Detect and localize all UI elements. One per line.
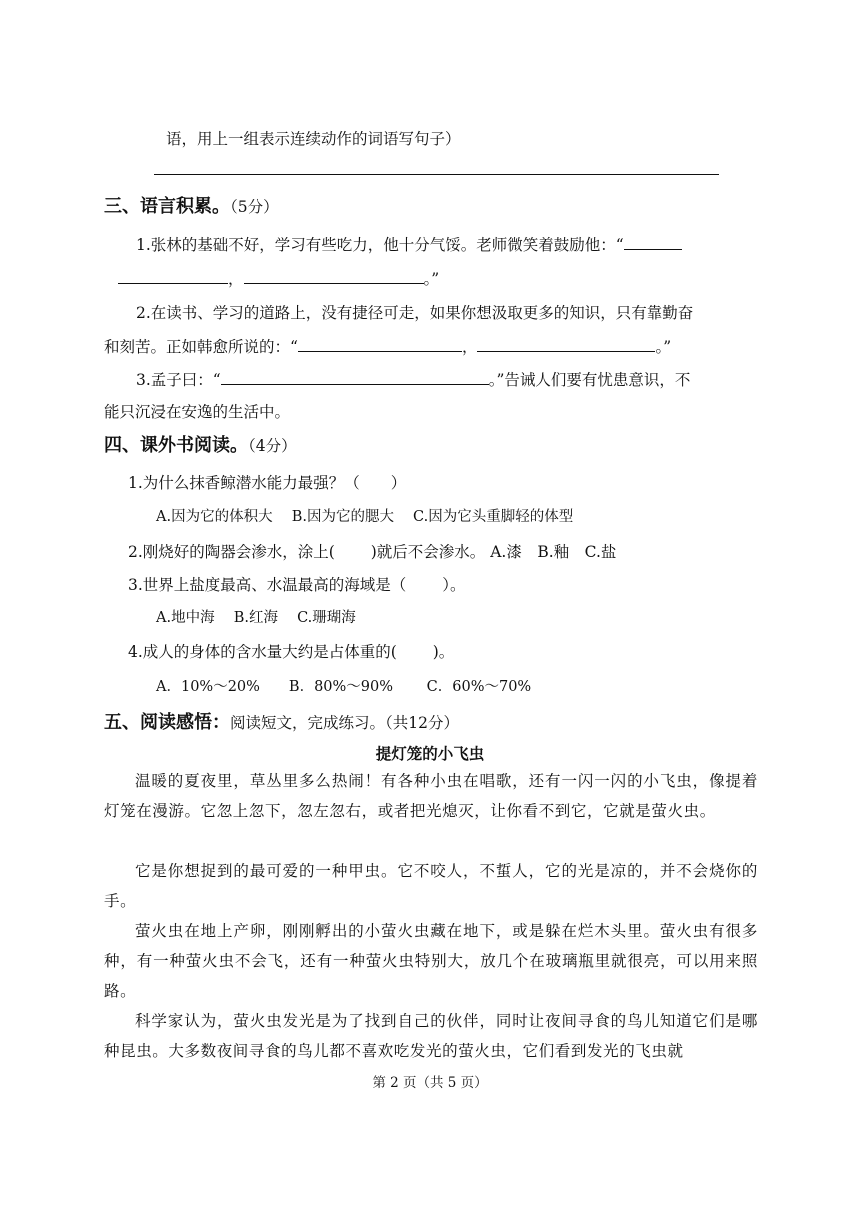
- passage-paragraph-2: 它是你想捉到的最可爱的一种甲虫。它不咬人，不蜇人，它的光是凉的，并不会烧你的手。: [104, 862, 758, 910]
- s3-q1-line1: [136, 233, 682, 256]
- answer-blank[interactable]: [221, 368, 489, 385]
- s4-q1: 1.为什么抹香鲸潜水能力最强？（ ）: [128, 474, 407, 492]
- page-footer: 第 2 页（共 5 页）: [372, 1075, 488, 1091]
- quote-end: 。”: [655, 338, 672, 356]
- s3-q3-text: 3.孟子曰：“: [136, 371, 221, 389]
- section-4-heading: [104, 435, 297, 457]
- section-3-score: （5分）: [230, 198, 279, 216]
- s3-q3-line2: 能只沉浸在安逸的生活中。: [104, 403, 291, 421]
- comma: ，: [461, 338, 478, 356]
- s4-q4-options: A．10%～20% B．80%～90% C．60%～70%: [156, 679, 532, 695]
- s3-q2-line1: 2.在读书、学习的道路上，没有捷径可走，如果你想汲取更多的知识，只有靠勤奋: [136, 304, 694, 322]
- passage-paragraph-1: 温暖的夏夜里，草丛里多么热闹！有各种小虫在唱歌，还有一闪一闪的小飞虫，像提着灯笼在漫游。它忽上忽下，忽左忽右，或者把光熄灭，让你看不到它，它就是萤火虫。: [104, 772, 758, 820]
- section-5-instruction: 阅读短文，完成练习。（共12分）: [230, 714, 459, 732]
- s3-q3-text-end: 。”告诫人们要有忧患意识，不: [488, 371, 691, 389]
- answer-line[interactable]: [154, 174, 719, 175]
- section-4-title: 四、课外书阅读。: [104, 435, 248, 456]
- s3-q3-line1: [136, 368, 690, 391]
- comma: ，: [228, 270, 244, 288]
- answer-blank[interactable]: [477, 335, 655, 352]
- section-5-title: 五、阅读感悟：: [104, 712, 230, 733]
- section-4-score: （4分）: [248, 437, 297, 455]
- s3-q1-text: 1.张林的基础不好，学习有些吃力，他十分气馁。老师微笑着鼓励他：“: [136, 236, 624, 254]
- s3-q2-line2: [104, 335, 671, 358]
- s4-q2: 2.刚烧好的陶器会渗水，涂上( )就后不会渗水。 A.漆 B.釉 C.盐: [128, 543, 617, 561]
- section-5-heading: [104, 712, 459, 734]
- s3-q2-text: 和刻苦。正如韩愈所说的：“: [104, 338, 298, 356]
- passage-paragraph-4: 科学家认为，萤火虫发光是为了找到自己的伙伴，同时让夜间寻食的鸟儿知道它们是哪种昆虫。大多数夜间寻食的鸟儿都不喜欢吃发光的萤火虫，它们看到发光的飞虫就: [104, 1012, 758, 1060]
- answer-blank[interactable]: [244, 267, 424, 284]
- quote-end: 。”: [423, 270, 440, 288]
- s4-q3: 3.世界上盐度最高、水温最高的海域是（ ）。: [128, 576, 466, 594]
- section-3-title: 三、语言积累。: [104, 196, 230, 217]
- section-3-heading: [104, 196, 279, 218]
- answer-blank[interactable]: [624, 233, 682, 250]
- passage-paragraph-3: 萤火虫在地上产卵，刚刚孵出的小萤火虫藏在地下，或是躲在烂木头里。萤火虫有很多种，有一种萤火虫不会飞，还有一种萤火虫特别大，放几个在玻璃瓶里就很亮，可以用来照路。: [104, 922, 758, 1000]
- answer-blank[interactable]: [298, 335, 462, 352]
- s4-q1-options: A.因为它的体积大 B.因为它的腮大 C.因为它头重脚轻的体型: [156, 509, 574, 525]
- s4-q4: 4.成人的身体的含水量大约是占体重的( )。: [128, 643, 455, 661]
- s4-q3-options: A.地中海 B.红海 C.珊瑚海: [156, 610, 356, 626]
- passage-title: 提灯笼的小飞虫: [375, 745, 485, 763]
- answer-blank[interactable]: [118, 267, 228, 284]
- s3-q1-line2: [118, 267, 439, 290]
- previous-question-tail: 语，用上一组表示连续动作的词语写句子）: [166, 130, 461, 148]
